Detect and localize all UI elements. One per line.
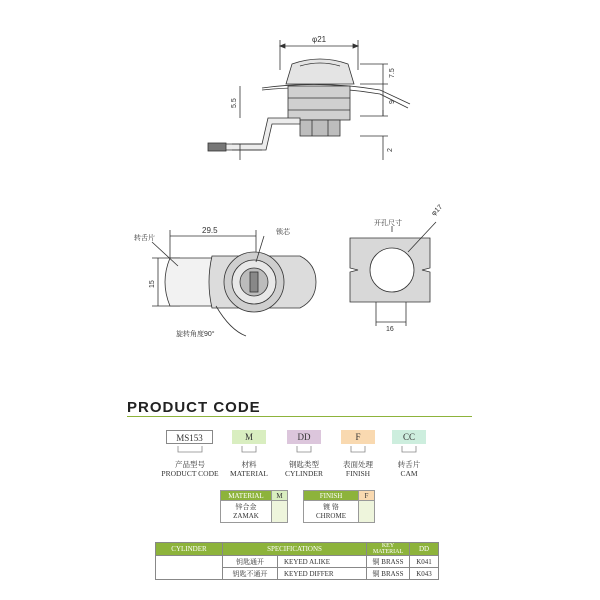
finish-table-code: F [359, 491, 375, 501]
front-view-drawing [0, 200, 600, 350]
spec-row-code: K043 [410, 568, 439, 580]
table-row [156, 556, 439, 568]
label-finish: 表面处理 FINISH [343, 460, 373, 478]
code-box-product: MS153 [166, 430, 213, 444]
label-material: 材料 MATERIAL [230, 460, 268, 478]
material-table [220, 490, 288, 523]
label-cam-type: 转舌片 CAM [397, 460, 421, 478]
code-box-material: M [232, 430, 266, 444]
spec-row-cn: 钥匙通开 [223, 556, 278, 568]
code-box-cylinder: DD [287, 430, 321, 444]
label-product-code: 产品型号 PRODUCT CODE [161, 460, 219, 478]
dim-phi21: φ21 [312, 35, 327, 44]
material-table-blank [272, 501, 288, 523]
spec-row-material: 铜 BRASS [367, 568, 410, 580]
title-rule [127, 416, 472, 417]
material-table-header: MATERIAL [221, 491, 272, 501]
spec-header-cylinder: CYLINDER [156, 543, 223, 556]
finish-table-value: 镀 铬 CHROME [304, 501, 359, 523]
dim-5-5: 5.5 [231, 98, 238, 108]
code-box-finish: F [341, 430, 375, 444]
spec-row-material: 铜 BRASS [367, 556, 410, 568]
finish-table-blank [359, 501, 375, 523]
material-table-value: 锌合金 ZAMAK [221, 501, 272, 523]
dim-16: 16 [386, 326, 394, 333]
dim-phi17: φ17 [430, 203, 445, 218]
spec-cylinder-cell [156, 556, 223, 580]
spec-row-cn: 钥匙不通开 [223, 568, 278, 580]
dim-2: 2 [387, 148, 394, 152]
label-cylinder: 锁芯 [276, 229, 290, 236]
spec-header-key-material: KEY MATERIAL [367, 543, 410, 556]
side-view-drawing [0, 0, 600, 200]
code-box-cam: CC [392, 430, 426, 444]
material-table-code: M [272, 491, 288, 501]
spec-header-specifications: SPECIFICATIONS [223, 543, 367, 556]
label-cutout: 开孔尺寸 [374, 220, 402, 227]
code-connectors [0, 444, 600, 458]
label-cylinder-type: 钢匙类型 CYLINDER [285, 460, 323, 478]
spec-header-dd: DD [410, 543, 439, 556]
dim-15: 15 [149, 280, 156, 288]
label-rotation: 旋转角度90° [176, 331, 215, 338]
spec-row-en: KEYED DIFFER [278, 568, 367, 580]
spec-table [155, 542, 439, 580]
finish-table [303, 490, 375, 523]
spec-row-en: KEYED ALIKE [278, 556, 367, 568]
product-code-title: PRODUCT CODE [127, 399, 261, 416]
label-cam: 转舌片 [134, 235, 155, 242]
dim-29-5: 29.5 [202, 226, 218, 235]
dim-7-5: 7.5 [389, 68, 396, 78]
finish-table-header: FINISH [304, 491, 359, 501]
dim-9: 9 [389, 100, 396, 104]
spec-row-code: K041 [410, 556, 439, 568]
